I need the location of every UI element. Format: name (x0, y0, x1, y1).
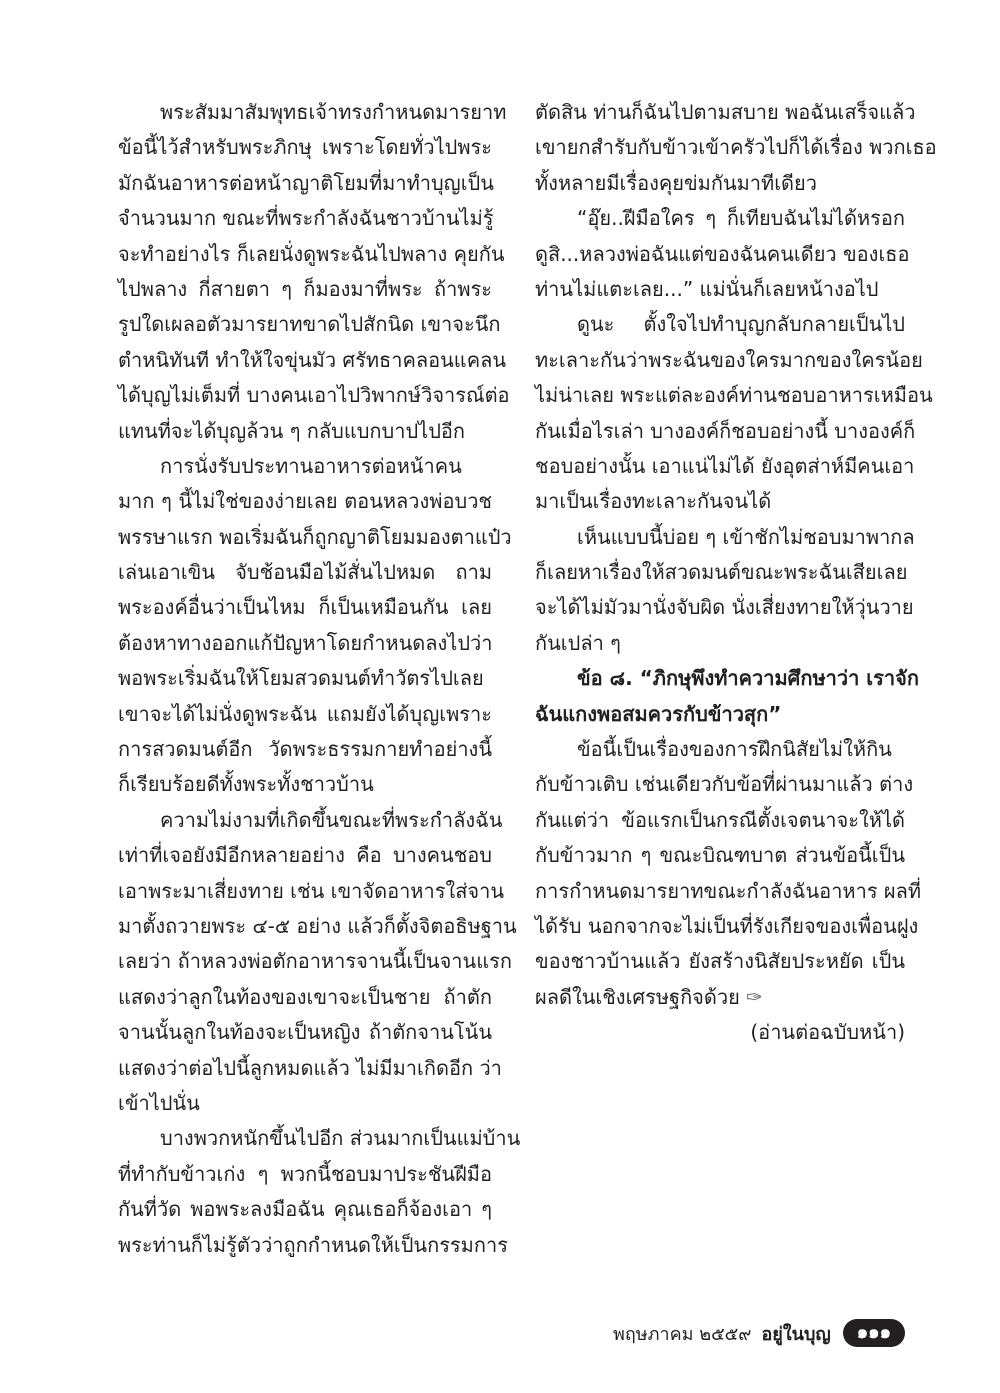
body-text-line: แสดงว่าลูกในท้องของเขาจะเป็นชาย ถ้าตัก (118, 984, 492, 1009)
body-text-line: ไปพลาง กี่สายตา ๆ ก็มองมาที่พระ ถ้าพระ (118, 276, 492, 301)
body-text-line: ทะเลาะกันว่าพระฉันของใครมากของใครน้อย (535, 347, 923, 372)
right-column (535, 95, 937, 1051)
body-text-line: พรรษาแรก พอเริ่มฉันก็ถูกญาติโยมมองตาแป๋ว (118, 524, 512, 549)
body-text-line: ก็เลยหาเรื่องให้สวดมนต์ขณะพระฉันเสียเลย (535, 560, 908, 585)
body-text-line: ตัดสิน ท่านก็ฉันไปตามสบาย พอฉันเสร็จแล้ว (535, 100, 916, 124)
body-text-line: มาเป็นเรื่องทะเลาะกันจนได้ (535, 489, 772, 514)
body-text-line: ที่ทำกับข้าวเก่ง ๆ พวกนี้ชอบมาประชันฝีมือ (118, 1161, 492, 1186)
body-text-line: เห็นแบบนี้บ่อย ๆ เข้าชักไม่ชอบมาพากล (577, 524, 915, 549)
body-text-line: ท่านไม่แตะเลย...” แม่นั่นก็เลยหน้างอไป (535, 276, 879, 301)
body-text-line: เข้าไปนั่น (118, 1090, 200, 1115)
body-text-line: พระองค์อื่นว่าเป็นไหม ก็เป็นเหมือนกัน เลย (118, 595, 492, 620)
section-heading-line: ฉันแกงพอสมควรกับข้าวสุก” (535, 701, 782, 726)
body-text-line: ผลดีในเชิงเศรษฐกิจด้วย ✑ (535, 984, 763, 1009)
body-text-line: มักฉันอาหารต่อหน้าญาติโยมที่มาทำบุญเป็น (118, 170, 494, 195)
body-text-line: ทั้งหลายมีเรื่องคุยข่มกันมาทีเดียว (535, 170, 817, 195)
body-text-line: กับข้าวมาก ๆ ขณะบิณฑบาต ส่วนข้อนี้เป็น (535, 843, 905, 868)
body-text-line: กันแต่ว่า ข้อแรกเป็นกรณีตั้งเจตนาจะให้ได้ (535, 807, 905, 832)
body-text-line: จานนั้นลูกในท้องจะเป็นหญิง ถ้าตักจานโน้น (118, 1020, 492, 1045)
footer-date: พฤษภาคม ๒๕๕๙ (612, 1323, 752, 1345)
body-text-line: ของชาวบ้านแล้ว ยังสร้างนิสัยประหยัด เป็น (535, 949, 905, 974)
body-text-line: จะได้ไม่มัวมานั่งจับผิด นั่งเสี่ยงทายให้วุ่นวาย (535, 595, 914, 620)
body-text-line: “อุ๊ย..ฝีมือใคร ๆ ก็เทียบฉันไม่ได้หรอก (577, 206, 905, 231)
body-text-line: กันเปล่า ๆ (535, 630, 621, 655)
body-text-line: ชอบอย่างนั้น เอาแน่ไม่ได้ ยังอุตส่าห์มีคนเอา (535, 453, 915, 478)
end-mark-icon: ✑ (745, 984, 763, 1009)
body-text-line: เลยว่า ถ้าหลวงพ่อตักอาหารจานนี้เป็นจานแรก (118, 949, 512, 974)
body-text-line: เท่าที่เจอยังมีอีกหลายอย่าง คือ บางคนชอบ (118, 843, 492, 868)
body-text-line: พอพระเริ่มฉันให้โยมสวดมนต์ทำวัตรไปเลย (118, 666, 484, 691)
body-text-line: กันที่วัด พอพระลงมือฉัน คุณเธอก็จ้องเอา ๆ (118, 1197, 492, 1222)
body-text-line: แสดงว่าต่อไปนี้ลูกหมดแล้ว ไม่มีมาเกิดอีก ว่า (118, 1055, 502, 1080)
footer-magazine-title: อยู่ในบุญ (761, 1323, 831, 1345)
left-column (118, 95, 521, 1263)
body-text-line: ดูสิ...หลวงพ่อฉันแต่ของฉันคนเดียว ของเธอ (535, 241, 910, 266)
body-text-line: พระสัมมาสัมพุทธเจ้าทรงกำหนดมารยาท (160, 100, 507, 124)
body-text-line: พระท่านก็ไม่รู้ตัวว่าถูกกำหนดให้เป็นกรรมการ (118, 1232, 508, 1257)
body-text-line: การสวดมนต์อีก วัดพระธรรมกายทำอย่างนี้ (118, 737, 492, 762)
body-text-line: จำนวนมาก ขณะที่พระกำลังฉันชาวบ้านไม่รู้ (118, 206, 494, 231)
body-text-line: จะทำอย่างไร ก็เลยนั่งดูพระฉันไปพลาง คุยกัน (118, 241, 505, 266)
body-text-line: การกำหนดมารยาทขณะกำลังฉันอาหาร ผลที่ (535, 878, 922, 903)
body-text-line: เล่นเอาเขิน จับช้อนมือไม้สั่นไปหมด ถาม (118, 560, 492, 585)
body-text-line: ได้บุญไม่เต็มที่ บางคนเอาไปวิพากษ์วิจารณ์ต่อ (118, 383, 510, 408)
body-text-line: เอาพระมาเสี่ยงทาย เช่น เขาจัดอาหารใส่จาน (118, 878, 505, 903)
body-text-line: เขาจะได้ไม่นั่งดูพระฉัน แถมยังได้บุญเพราะ (118, 701, 492, 726)
body-text-line: กับข้าวเติบ เช่นเดียวกับข้อที่ผ่านมาแล้ว ต่าง (535, 772, 914, 797)
body-text-line: ตำหนิทันที ทำให้ใจขุ่นมัว ศรัทธาคลอนแคลน (118, 347, 507, 372)
body-text-line: มาก ๆ นี้ไม่ใช่ของง่ายเลย ตอนหลวงพ่อบวช (118, 489, 492, 514)
body-text-line: การนั่งรับประทานอาหารต่อหน้าคน (160, 453, 462, 478)
body-text-line: ความไม่งามที่เกิดขึ้นขณะที่พระกำลังฉัน (160, 807, 503, 832)
page-footer (0, 1318, 905, 1348)
body-text-line: เขายกสำรับกับข้าวเข้าครัวไปก็ได้เรื่อง พวกเธอ (535, 135, 937, 160)
body-text-line: ได้รับ นอกจากจะไม่เป็นที่รังเกียจของเพื่อนฝูง (535, 913, 919, 938)
body-text-line: แทนที่จะได้บุญล้วน ๆ กลับแบกบาปไปอีก (118, 418, 466, 443)
body-text-line: บางพวกหนักขึ้นไปอีก ส่วนมากเป็นแม่บ้าน (160, 1126, 521, 1151)
body-text-line: ก็เรียบร้อยดีทั้งพระทั้งชาวบ้าน (118, 772, 374, 797)
body-text-line: ข้อนี้ไว้สำหรับพระภิกษุ เพราะโดยทั่วไปพระ (118, 135, 492, 160)
body-text-line: ดูนะ ตั้งใจไปทำบุญกลับกลายเป็นไป (577, 312, 905, 337)
body-text-line: ต้องหาทางออกแก้ปัญหาโดยกำหนดลงไปว่า (118, 630, 493, 655)
body-text-line: รูปใดเผลอตัวมารยาทขาดไปสักนิด เขาจะนึก (118, 312, 501, 337)
page-number-badge: ๑๑๑ (843, 1319, 905, 1347)
body-text-line: กันเมื่อไรเล่า บางองค์ก็ชอบอย่างนี้ บางองค์ก็ (535, 418, 916, 443)
section-heading-line: ข้อ ๘. “ภิกษุพึงทำความศึกษาว่า เราจัก (577, 666, 919, 691)
body-text-line: ไม่น่าเลย พระแต่ละองค์ท่านชอบอาหารเหมือน (535, 383, 933, 408)
body-text-line: มาตั้งถวายพระ ๔-๕ อย่าง แล้วก็ตั้งจิตอธิษฐาน (118, 913, 517, 938)
body-text-line: ข้อนี้เป็นเรื่องของการฝึกนิสัยไม่ให้กิน (577, 737, 892, 762)
continued-next-issue-note: (อ่านต่อฉบับหน้า) (750, 1020, 905, 1045)
